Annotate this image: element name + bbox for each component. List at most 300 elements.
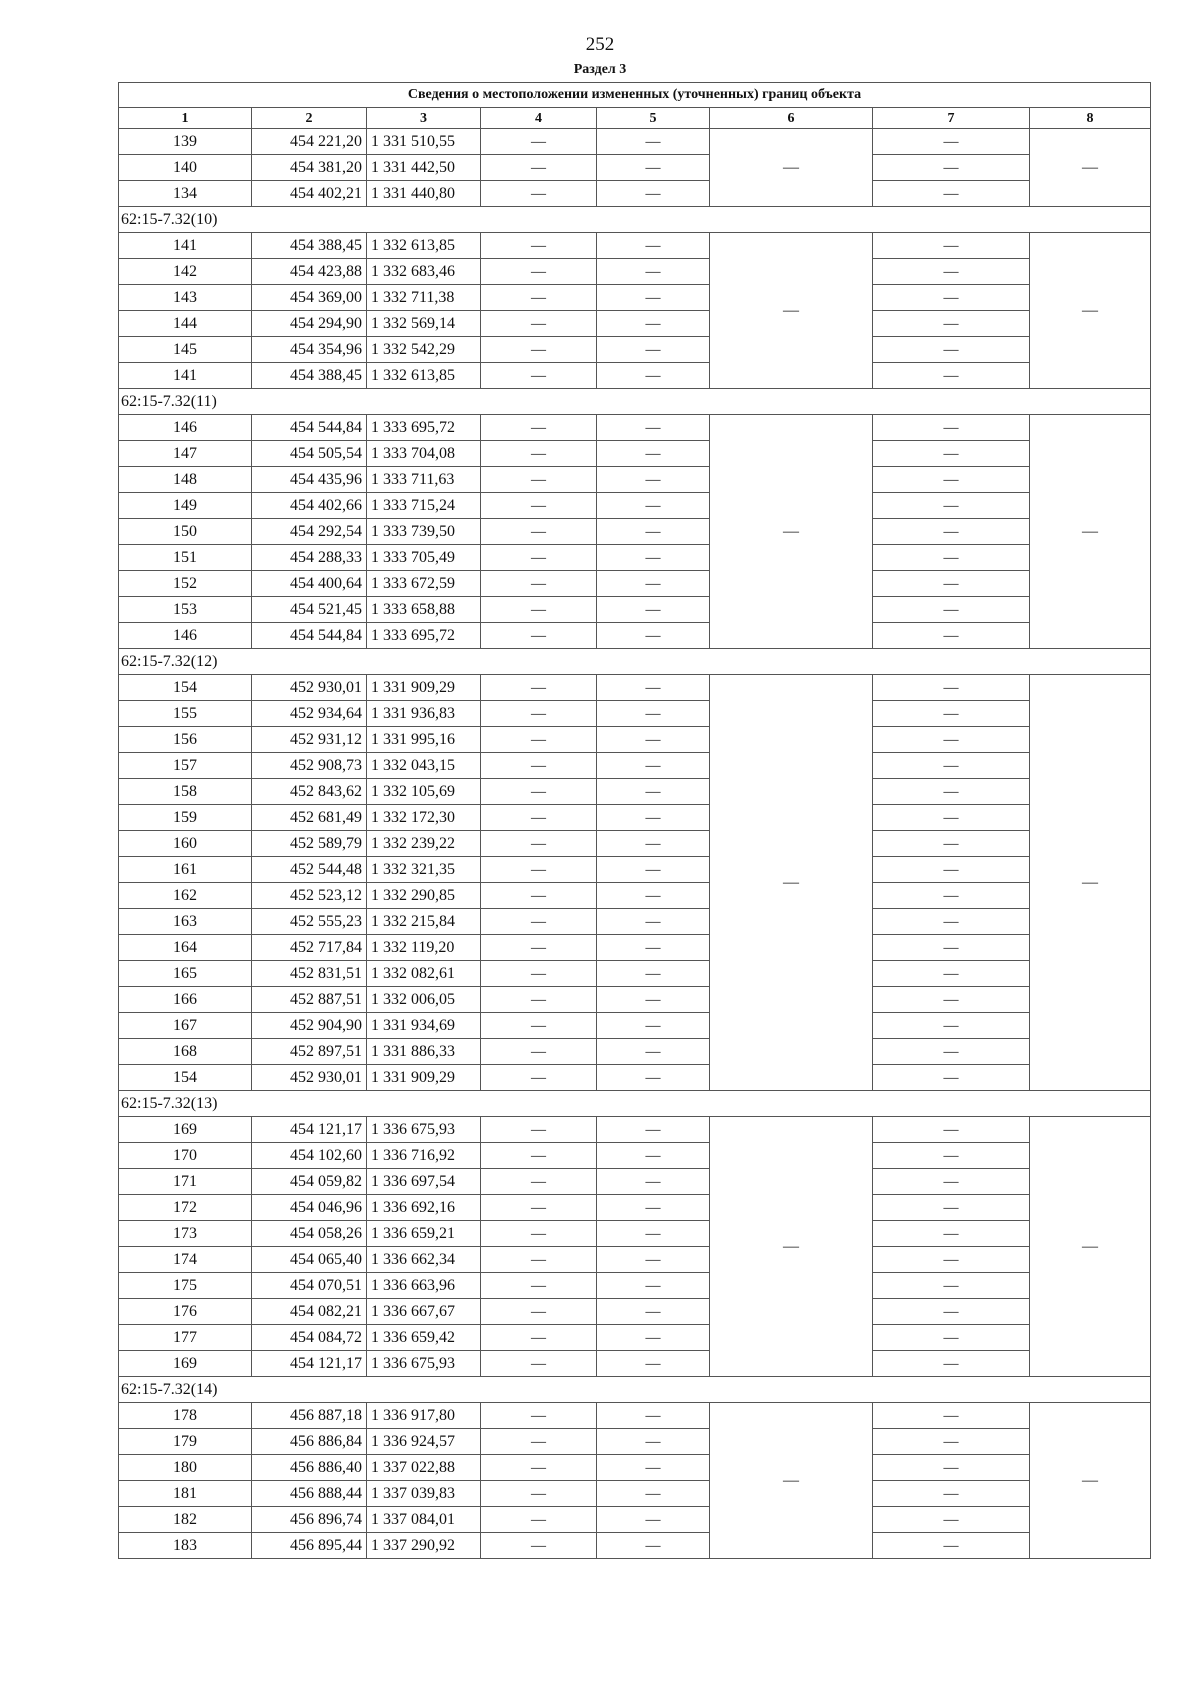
col4-dash: —: [481, 285, 597, 311]
table-row: [119, 1169, 1151, 1195]
col4-dash: —: [481, 831, 597, 857]
col7-dash: —: [873, 961, 1030, 987]
cadastral-number: 62:15-7.32(11): [119, 389, 1151, 415]
col5-dash: —: [597, 571, 710, 597]
cadastral-number: 62:15-7.32(10): [119, 207, 1151, 233]
col7-dash: —: [873, 727, 1030, 753]
point-number: 166: [119, 987, 252, 1013]
column-number: 2: [252, 108, 367, 129]
col5-dash: —: [597, 129, 710, 155]
coord-y: 1 336 659,42: [367, 1325, 481, 1351]
col5-dash: —: [597, 935, 710, 961]
column-number: 1: [119, 108, 252, 129]
col7-dash: —: [873, 129, 1030, 155]
col5-dash: —: [597, 545, 710, 571]
table-row: [119, 337, 1151, 363]
point-number: 175: [119, 1273, 252, 1299]
coord-y: 1 336 659,21: [367, 1221, 481, 1247]
group-header-row: [119, 1091, 1151, 1117]
col7-dash: —: [873, 935, 1030, 961]
coord-x: 452 544,48: [252, 857, 367, 883]
col7-dash: —: [873, 467, 1030, 493]
coord-y: 1 331 995,16: [367, 727, 481, 753]
col4-dash: —: [481, 779, 597, 805]
col4-dash: —: [481, 753, 597, 779]
table-row: [119, 311, 1151, 337]
col7-dash: —: [873, 1325, 1030, 1351]
col7-dash: —: [873, 311, 1030, 337]
col4-dash: —: [481, 1143, 597, 1169]
col8-dash: —: [1030, 1403, 1151, 1559]
group-header-row: [119, 389, 1151, 415]
col4-dash: —: [481, 935, 597, 961]
coord-y: 1 336 675,93: [367, 1351, 481, 1377]
point-number: 141: [119, 363, 252, 389]
coord-x: 452 555,23: [252, 909, 367, 935]
table-row: [119, 675, 1151, 701]
col7-dash: —: [873, 155, 1030, 181]
col7-dash: —: [873, 805, 1030, 831]
col4-dash: —: [481, 1273, 597, 1299]
point-number: 167: [119, 1013, 252, 1039]
col5-dash: —: [597, 597, 710, 623]
table-row: [119, 155, 1151, 181]
point-number: 144: [119, 311, 252, 337]
cadastral-number: 62:15-7.32(12): [119, 649, 1151, 675]
col5-dash: —: [597, 675, 710, 701]
coord-y: 1 332 172,30: [367, 805, 481, 831]
col6-dash: —: [710, 1403, 873, 1559]
coord-y: 1 333 658,88: [367, 597, 481, 623]
cadastral-number: 62:15-7.32(13): [119, 1091, 1151, 1117]
col5-dash: —: [597, 1507, 710, 1533]
coord-y: 1 331 442,50: [367, 155, 481, 181]
col4-dash: —: [481, 467, 597, 493]
col5-dash: —: [597, 467, 710, 493]
table-row: [119, 1195, 1151, 1221]
table-row: [119, 1325, 1151, 1351]
col4-dash: —: [481, 181, 597, 207]
coord-x: 454 046,96: [252, 1195, 367, 1221]
col4-dash: —: [481, 1533, 597, 1559]
col5-dash: —: [597, 363, 710, 389]
point-number: 173: [119, 1221, 252, 1247]
col4-dash: —: [481, 1299, 597, 1325]
table-row: [119, 519, 1151, 545]
col5-dash: —: [597, 1533, 710, 1559]
coord-x: 452 831,51: [252, 961, 367, 987]
col5-dash: —: [597, 337, 710, 363]
coord-y: 1 331 934,69: [367, 1013, 481, 1039]
col5-dash: —: [597, 857, 710, 883]
coord-y: 1 332 290,85: [367, 883, 481, 909]
col7-dash: —: [873, 1351, 1030, 1377]
col7-dash: —: [873, 545, 1030, 571]
col4-dash: —: [481, 493, 597, 519]
col8-dash: —: [1030, 675, 1151, 1091]
table-row: [119, 883, 1151, 909]
col4-dash: —: [481, 1351, 597, 1377]
coord-x: 454 070,51: [252, 1273, 367, 1299]
col7-dash: —: [873, 1117, 1030, 1143]
coord-x: 454 505,54: [252, 441, 367, 467]
table-row: [119, 805, 1151, 831]
coord-y: 1 336 716,92: [367, 1143, 481, 1169]
col4-dash: —: [481, 1481, 597, 1507]
col5-dash: —: [597, 181, 710, 207]
coord-x: 454 435,96: [252, 467, 367, 493]
group-header-row: [119, 207, 1151, 233]
coord-x: 452 887,51: [252, 987, 367, 1013]
coord-y: 1 333 711,63: [367, 467, 481, 493]
coord-y: 1 331 936,83: [367, 701, 481, 727]
coord-x: 456 886,40: [252, 1455, 367, 1481]
col7-dash: —: [873, 337, 1030, 363]
col5-dash: —: [597, 727, 710, 753]
col5-dash: —: [597, 1403, 710, 1429]
point-number: 143: [119, 285, 252, 311]
table-row: [119, 597, 1151, 623]
page-number: 252: [585, 34, 615, 55]
coord-x: 452 934,64: [252, 701, 367, 727]
point-number: 171: [119, 1169, 252, 1195]
point-number: 179: [119, 1429, 252, 1455]
col7-dash: —: [873, 1143, 1030, 1169]
coord-x: 456 887,18: [252, 1403, 367, 1429]
col5-dash: —: [597, 1065, 710, 1091]
table-row: [119, 493, 1151, 519]
col7-dash: —: [873, 1481, 1030, 1507]
table-row: [119, 1117, 1151, 1143]
coord-x: 456 896,74: [252, 1507, 367, 1533]
table-row: [119, 623, 1151, 649]
coord-y: 1 331 440,80: [367, 181, 481, 207]
col5-dash: —: [597, 1143, 710, 1169]
table-row: [119, 181, 1151, 207]
col5-dash: —: [597, 155, 710, 181]
col4-dash: —: [481, 1507, 597, 1533]
col7-dash: —: [873, 987, 1030, 1013]
coord-x: 452 908,73: [252, 753, 367, 779]
point-number: 151: [119, 545, 252, 571]
column-number: 3: [367, 108, 481, 129]
col5-dash: —: [597, 1221, 710, 1247]
coord-x: 452 931,12: [252, 727, 367, 753]
coord-y: 1 332 613,85: [367, 233, 481, 259]
table-row: [119, 1065, 1151, 1091]
coord-y: 1 333 672,59: [367, 571, 481, 597]
point-number: 134: [119, 181, 252, 207]
col4-dash: —: [481, 1403, 597, 1429]
coord-x: 454 084,72: [252, 1325, 367, 1351]
col7-dash: —: [873, 831, 1030, 857]
coord-x: 452 843,62: [252, 779, 367, 805]
col4-dash: —: [481, 727, 597, 753]
column-number-row: [119, 108, 1151, 129]
col6-dash: —: [710, 415, 873, 649]
coord-y: 1 337 290,92: [367, 1533, 481, 1559]
point-number: 148: [119, 467, 252, 493]
table-row: [119, 1403, 1151, 1429]
coord-x: 454 121,17: [252, 1351, 367, 1377]
point-number: 154: [119, 1065, 252, 1091]
col5-dash: —: [597, 1169, 710, 1195]
col7-dash: —: [873, 1221, 1030, 1247]
table-row: [119, 987, 1151, 1013]
col6-dash: —: [710, 129, 873, 207]
point-number: 157: [119, 753, 252, 779]
column-number: 8: [1030, 108, 1151, 129]
point-number: 177: [119, 1325, 252, 1351]
coord-x: 452 523,12: [252, 883, 367, 909]
coord-x: 454 544,84: [252, 415, 367, 441]
point-number: 163: [119, 909, 252, 935]
table-row: [119, 1455, 1151, 1481]
coord-y: 1 332 043,15: [367, 753, 481, 779]
coord-y: 1 336 663,96: [367, 1273, 481, 1299]
coord-y: 1 333 715,24: [367, 493, 481, 519]
col4-dash: —: [481, 909, 597, 935]
coord-x: 454 102,60: [252, 1143, 367, 1169]
col4-dash: —: [481, 233, 597, 259]
col7-dash: —: [873, 1299, 1030, 1325]
col4-dash: —: [481, 415, 597, 441]
table-row: [119, 857, 1151, 883]
col7-dash: —: [873, 857, 1030, 883]
point-number: 176: [119, 1299, 252, 1325]
coord-y: 1 332 613,85: [367, 363, 481, 389]
col4-dash: —: [481, 805, 597, 831]
point-number: 141: [119, 233, 252, 259]
col5-dash: —: [597, 701, 710, 727]
col4-dash: —: [481, 519, 597, 545]
point-number: 181: [119, 1481, 252, 1507]
coord-y: 1 332 105,69: [367, 779, 481, 805]
point-number: 168: [119, 1039, 252, 1065]
col4-dash: —: [481, 1195, 597, 1221]
table-row: [119, 1013, 1151, 1039]
coord-x: 456 895,44: [252, 1533, 367, 1559]
table-row: [119, 467, 1151, 493]
col7-dash: —: [873, 1533, 1030, 1559]
col8-dash: —: [1030, 129, 1151, 207]
col4-dash: —: [481, 701, 597, 727]
coord-x: 454 544,84: [252, 623, 367, 649]
coord-x: 454 400,64: [252, 571, 367, 597]
col4-dash: —: [481, 1247, 597, 1273]
table-row: [119, 441, 1151, 467]
column-number: 6: [710, 108, 873, 129]
col7-dash: —: [873, 1429, 1030, 1455]
point-number: 160: [119, 831, 252, 857]
col7-dash: —: [873, 1247, 1030, 1273]
col5-dash: —: [597, 233, 710, 259]
cadastral-number: 62:15-7.32(14): [119, 1377, 1151, 1403]
coord-y: 1 337 039,83: [367, 1481, 481, 1507]
table-row: [119, 1273, 1151, 1299]
col7-dash: —: [873, 1195, 1030, 1221]
table-row: [119, 961, 1151, 987]
coord-x: 452 717,84: [252, 935, 367, 961]
table-row: [119, 909, 1151, 935]
column-number: 7: [873, 108, 1030, 129]
col7-dash: —: [873, 415, 1030, 441]
col7-dash: —: [873, 701, 1030, 727]
coord-x: 452 930,01: [252, 675, 367, 701]
table-row: [119, 1351, 1151, 1377]
col4-dash: —: [481, 857, 597, 883]
col5-dash: —: [597, 909, 710, 935]
coord-y: 1 331 886,33: [367, 1039, 481, 1065]
coord-y: 1 332 082,61: [367, 961, 481, 987]
col6-dash: —: [710, 675, 873, 1091]
coord-y: 1 333 705,49: [367, 545, 481, 571]
coord-y: 1 336 924,57: [367, 1429, 481, 1455]
point-number: 142: [119, 259, 252, 285]
point-number: 178: [119, 1403, 252, 1429]
coord-x: 454 388,45: [252, 233, 367, 259]
col6-dash: —: [710, 233, 873, 389]
table-row: [119, 831, 1151, 857]
coord-y: 1 331 909,29: [367, 1065, 481, 1091]
col4-dash: —: [481, 961, 597, 987]
point-number: 161: [119, 857, 252, 883]
point-number: 183: [119, 1533, 252, 1559]
coord-y: 1 332 542,29: [367, 337, 481, 363]
table-row: [119, 1143, 1151, 1169]
col5-dash: —: [597, 493, 710, 519]
col4-dash: —: [481, 1455, 597, 1481]
coord-y: 1 332 006,05: [367, 987, 481, 1013]
point-number: 158: [119, 779, 252, 805]
point-number: 174: [119, 1247, 252, 1273]
coord-x: 454 388,45: [252, 363, 367, 389]
table-row: [119, 571, 1151, 597]
col7-dash: —: [873, 285, 1030, 311]
table-row: [119, 1247, 1151, 1273]
col7-dash: —: [873, 1403, 1030, 1429]
col5-dash: —: [597, 1455, 710, 1481]
col6-dash: —: [710, 1117, 873, 1377]
column-number: 4: [481, 108, 597, 129]
coord-x: 454 288,33: [252, 545, 367, 571]
col5-dash: —: [597, 753, 710, 779]
col5-dash: —: [597, 623, 710, 649]
col5-dash: —: [597, 1013, 710, 1039]
col5-dash: —: [597, 285, 710, 311]
coord-y: 1 336 697,54: [367, 1169, 481, 1195]
coord-y: 1 331 510,55: [367, 129, 481, 155]
point-number: 146: [119, 415, 252, 441]
point-number: 154: [119, 675, 252, 701]
coord-y: 1 332 711,38: [367, 285, 481, 311]
table-row: [119, 1039, 1151, 1065]
point-number: 150: [119, 519, 252, 545]
section-title: Раздел 3: [573, 62, 627, 77]
col7-dash: —: [873, 571, 1030, 597]
coord-x: 454 065,40: [252, 1247, 367, 1273]
col7-dash: —: [873, 909, 1030, 935]
table-row: [119, 1507, 1151, 1533]
col4-dash: —: [481, 987, 597, 1013]
col5-dash: —: [597, 779, 710, 805]
coord-x: 454 294,90: [252, 311, 367, 337]
table-row: [119, 701, 1151, 727]
coord-x: 454 369,00: [252, 285, 367, 311]
point-number: 172: [119, 1195, 252, 1221]
col5-dash: —: [597, 259, 710, 285]
coord-x: 452 930,01: [252, 1065, 367, 1091]
point-number: 146: [119, 623, 252, 649]
coord-x: 452 897,51: [252, 1039, 367, 1065]
point-number: 152: [119, 571, 252, 597]
coord-x: 454 402,66: [252, 493, 367, 519]
coord-x: 452 589,79: [252, 831, 367, 857]
coord-x: 454 292,54: [252, 519, 367, 545]
coord-x: 454 121,17: [252, 1117, 367, 1143]
col7-dash: —: [873, 597, 1030, 623]
column-number: 5: [597, 108, 710, 129]
table-row: [119, 259, 1151, 285]
coord-y: 1 331 909,29: [367, 675, 481, 701]
col4-dash: —: [481, 883, 597, 909]
col5-dash: —: [597, 1299, 710, 1325]
coord-x: 456 888,44: [252, 1481, 367, 1507]
coord-x: 454 082,21: [252, 1299, 367, 1325]
col4-dash: —: [481, 1221, 597, 1247]
point-number: 170: [119, 1143, 252, 1169]
point-number: 165: [119, 961, 252, 987]
coord-x: 454 058,26: [252, 1221, 367, 1247]
col7-dash: —: [873, 1065, 1030, 1091]
table-row: [119, 1429, 1151, 1455]
table-caption-row: [119, 83, 1151, 108]
col7-dash: —: [873, 1455, 1030, 1481]
table-row: [119, 727, 1151, 753]
coord-y: 1 336 917,80: [367, 1403, 481, 1429]
table-row: [119, 779, 1151, 805]
col8-dash: —: [1030, 233, 1151, 389]
coord-y: 1 332 215,84: [367, 909, 481, 935]
boundary-coordinates-table: [118, 82, 1151, 1559]
table-row: [119, 363, 1151, 389]
table-row: [119, 1481, 1151, 1507]
table-row: [119, 1221, 1151, 1247]
col4-dash: —: [481, 337, 597, 363]
coord-y: 1 332 683,46: [367, 259, 481, 285]
coord-y: 1 336 675,93: [367, 1117, 481, 1143]
col5-dash: —: [597, 883, 710, 909]
coord-y: 1 333 704,08: [367, 441, 481, 467]
table-row: [119, 545, 1151, 571]
col5-dash: —: [597, 441, 710, 467]
col4-dash: —: [481, 1325, 597, 1351]
coord-y: 1 333 695,72: [367, 623, 481, 649]
col5-dash: —: [597, 1351, 710, 1377]
col4-dash: —: [481, 597, 597, 623]
point-number: 156: [119, 727, 252, 753]
coord-x: 456 886,84: [252, 1429, 367, 1455]
col7-dash: —: [873, 1169, 1030, 1195]
point-number: 145: [119, 337, 252, 363]
coord-x: 454 059,82: [252, 1169, 367, 1195]
coord-y: 1 337 022,88: [367, 1455, 481, 1481]
coord-y: 1 336 692,16: [367, 1195, 481, 1221]
point-number: 159: [119, 805, 252, 831]
col7-dash: —: [873, 623, 1030, 649]
col4-dash: —: [481, 1065, 597, 1091]
coord-y: 1 333 695,72: [367, 415, 481, 441]
